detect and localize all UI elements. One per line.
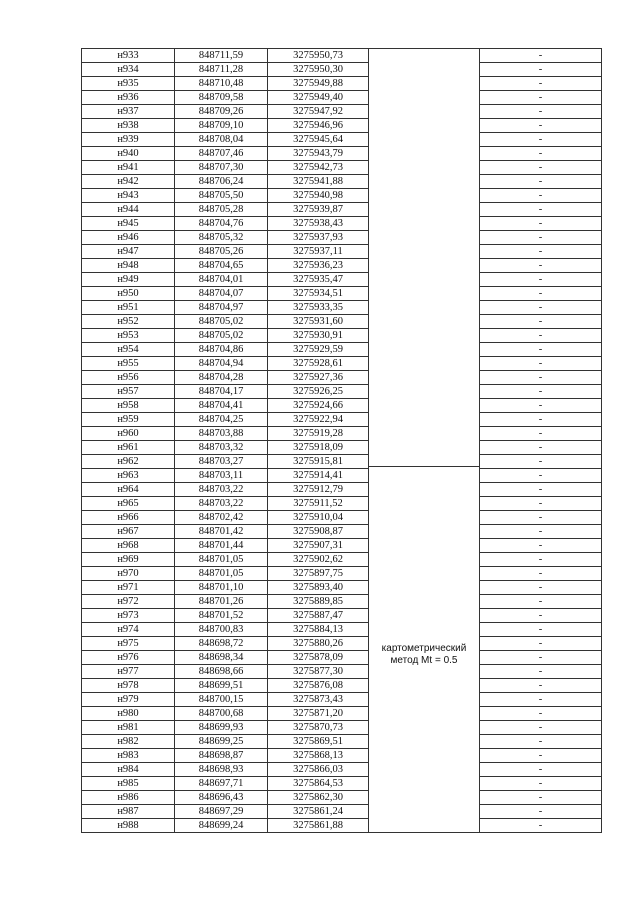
accuracy-cell: -	[480, 161, 602, 175]
y-coordinate-cell: 3275946,96	[268, 119, 369, 133]
accuracy-cell: -	[480, 287, 602, 301]
x-coordinate-cell: 848700,83	[175, 623, 268, 637]
table-row	[82, 329, 602, 343]
x-coordinate-cell: 848706,24	[175, 175, 268, 189]
accuracy-cell: -	[480, 721, 602, 735]
method-cell-content	[369, 49, 479, 832]
x-coordinate-cell: 848699,51	[175, 679, 268, 693]
point-number-cell: н970	[82, 567, 175, 581]
x-coordinate-cell: 848705,02	[175, 329, 268, 343]
accuracy-cell: -	[480, 763, 602, 777]
accuracy-cell: -	[480, 133, 602, 147]
point-number-cell: н978	[82, 679, 175, 693]
x-coordinate-cell: 848701,05	[175, 553, 268, 567]
y-coordinate-cell: 3275871,20	[268, 707, 369, 721]
accuracy-cell: -	[480, 609, 602, 623]
y-coordinate-cell: 3275910,04	[268, 511, 369, 525]
point-number-cell: н961	[82, 441, 175, 455]
x-coordinate-cell: 848711,59	[175, 49, 268, 63]
accuracy-cell: -	[480, 343, 602, 357]
y-coordinate-cell: 3275936,23	[268, 259, 369, 273]
table-row	[82, 609, 602, 623]
table-row	[82, 385, 602, 399]
x-coordinate-cell: 848698,72	[175, 637, 268, 651]
table-row	[82, 315, 602, 329]
x-coordinate-cell: 848703,27	[175, 455, 268, 469]
y-coordinate-cell: 3275887,47	[268, 609, 369, 623]
point-number-cell: н971	[82, 581, 175, 595]
accuracy-cell: -	[480, 777, 602, 791]
x-coordinate-cell: 848699,93	[175, 721, 268, 735]
y-coordinate-cell: 3275889,85	[268, 595, 369, 609]
x-coordinate-cell: 848703,11	[175, 469, 268, 483]
table-row	[82, 119, 602, 133]
point-number-cell: н962	[82, 455, 175, 469]
point-number-cell: н988	[82, 819, 175, 833]
accuracy-cell: -	[480, 203, 602, 217]
table-row	[82, 567, 602, 581]
accuracy-cell: -	[480, 315, 602, 329]
accuracy-cell: -	[480, 189, 602, 203]
table-row	[82, 525, 602, 539]
x-coordinate-cell: 848709,58	[175, 91, 268, 105]
y-coordinate-cell: 3275937,11	[268, 245, 369, 259]
x-coordinate-cell: 848704,76	[175, 217, 268, 231]
y-coordinate-cell: 3275915,81	[268, 455, 369, 469]
point-number-cell: н945	[82, 217, 175, 231]
point-number-cell: н984	[82, 763, 175, 777]
method-cell	[369, 49, 480, 833]
accuracy-cell: -	[480, 665, 602, 679]
table-row	[82, 357, 602, 371]
table-row	[82, 581, 602, 595]
table-row	[82, 623, 602, 637]
point-number-cell: н973	[82, 609, 175, 623]
table-row	[82, 133, 602, 147]
table-row	[82, 679, 602, 693]
point-number-cell: н986	[82, 791, 175, 805]
point-number-cell: н956	[82, 371, 175, 385]
x-coordinate-cell: 848705,50	[175, 189, 268, 203]
coordinates-table	[81, 48, 602, 833]
accuracy-cell: -	[480, 329, 602, 343]
point-number-cell: н967	[82, 525, 175, 539]
accuracy-cell: -	[480, 623, 602, 637]
point-number-cell: н953	[82, 329, 175, 343]
accuracy-cell: -	[480, 63, 602, 77]
accuracy-cell: -	[480, 525, 602, 539]
method-label-line2: метод Mt = 0.5	[390, 655, 458, 666]
table-row	[82, 749, 602, 763]
point-number-cell: н942	[82, 175, 175, 189]
table-row	[82, 427, 602, 441]
x-coordinate-cell: 848705,32	[175, 231, 268, 245]
point-number-cell: н946	[82, 231, 175, 245]
table-row	[82, 273, 602, 287]
y-coordinate-cell: 3275862,30	[268, 791, 369, 805]
point-number-cell: н938	[82, 119, 175, 133]
table-row	[82, 147, 602, 161]
y-coordinate-cell: 3275866,03	[268, 763, 369, 777]
y-coordinate-cell: 3275861,88	[268, 819, 369, 833]
table-row	[82, 49, 602, 63]
table-row	[82, 441, 602, 455]
x-coordinate-cell: 848698,93	[175, 763, 268, 777]
y-coordinate-cell: 3275930,91	[268, 329, 369, 343]
x-coordinate-cell: 848701,44	[175, 539, 268, 553]
accuracy-cell: -	[480, 385, 602, 399]
x-coordinate-cell: 848703,88	[175, 427, 268, 441]
point-number-cell: н963	[82, 469, 175, 483]
y-coordinate-cell: 3275880,26	[268, 637, 369, 651]
x-coordinate-cell: 848699,24	[175, 819, 268, 833]
x-coordinate-cell: 848705,02	[175, 315, 268, 329]
y-coordinate-cell: 3275939,87	[268, 203, 369, 217]
point-number-cell: н987	[82, 805, 175, 819]
x-coordinate-cell: 848704,41	[175, 399, 268, 413]
table-row	[82, 819, 602, 833]
x-coordinate-cell: 848698,87	[175, 749, 268, 763]
accuracy-cell: -	[480, 791, 602, 805]
y-coordinate-cell: 3275912,79	[268, 483, 369, 497]
x-coordinate-cell: 848703,22	[175, 497, 268, 511]
x-coordinate-cell: 848697,71	[175, 777, 268, 791]
point-number-cell: н949	[82, 273, 175, 287]
y-coordinate-cell: 3275931,60	[268, 315, 369, 329]
accuracy-cell: -	[480, 637, 602, 651]
x-coordinate-cell: 848699,25	[175, 735, 268, 749]
x-coordinate-cell: 848704,86	[175, 343, 268, 357]
point-number-cell: н935	[82, 77, 175, 91]
y-coordinate-cell: 3275877,30	[268, 665, 369, 679]
y-coordinate-cell: 3275861,24	[268, 805, 369, 819]
point-number-cell: н975	[82, 637, 175, 651]
y-coordinate-cell: 3275897,75	[268, 567, 369, 581]
point-number-cell: н966	[82, 511, 175, 525]
point-number-cell: н980	[82, 707, 175, 721]
x-coordinate-cell: 848701,10	[175, 581, 268, 595]
accuracy-cell: -	[480, 749, 602, 763]
accuracy-cell: -	[480, 483, 602, 497]
accuracy-cell: -	[480, 679, 602, 693]
table-row	[82, 301, 602, 315]
y-coordinate-cell: 3275870,73	[268, 721, 369, 735]
point-number-cell: н979	[82, 693, 175, 707]
x-coordinate-cell: 848702,42	[175, 511, 268, 525]
y-coordinate-cell: 3275949,88	[268, 77, 369, 91]
y-coordinate-cell: 3275878,09	[268, 651, 369, 665]
point-number-cell: н943	[82, 189, 175, 203]
y-coordinate-cell: 3275902,62	[268, 553, 369, 567]
accuracy-cell: -	[480, 819, 602, 833]
accuracy-cell: -	[480, 735, 602, 749]
table-row	[82, 287, 602, 301]
point-number-cell: н937	[82, 105, 175, 119]
y-coordinate-cell: 3275942,73	[268, 161, 369, 175]
accuracy-cell: -	[480, 217, 602, 231]
y-coordinate-cell: 3275937,93	[268, 231, 369, 245]
y-coordinate-cell: 3275908,87	[268, 525, 369, 539]
point-number-cell: н939	[82, 133, 175, 147]
x-coordinate-cell: 848704,97	[175, 301, 268, 315]
x-coordinate-cell: 848704,07	[175, 287, 268, 301]
y-coordinate-cell: 3275907,31	[268, 539, 369, 553]
accuracy-cell: -	[480, 413, 602, 427]
point-number-cell: н977	[82, 665, 175, 679]
table-row	[82, 763, 602, 777]
point-number-cell: н974	[82, 623, 175, 637]
table-row	[82, 637, 602, 651]
x-coordinate-cell: 848705,26	[175, 245, 268, 259]
table-row	[82, 161, 602, 175]
accuracy-cell: -	[480, 497, 602, 511]
accuracy-cell: -	[480, 539, 602, 553]
x-coordinate-cell: 848703,22	[175, 483, 268, 497]
point-number-cell: н950	[82, 287, 175, 301]
table-row	[82, 217, 602, 231]
y-coordinate-cell: 3275941,88	[268, 175, 369, 189]
table-row	[82, 539, 602, 553]
point-number-cell: н940	[82, 147, 175, 161]
x-coordinate-cell: 848698,66	[175, 665, 268, 679]
y-coordinate-cell: 3275884,13	[268, 623, 369, 637]
accuracy-cell: -	[480, 567, 602, 581]
point-number-cell: н983	[82, 749, 175, 763]
y-coordinate-cell: 3275943,79	[268, 147, 369, 161]
table-row	[82, 189, 602, 203]
point-number-cell: н965	[82, 497, 175, 511]
y-coordinate-cell: 3275935,47	[268, 273, 369, 287]
x-coordinate-cell: 848704,01	[175, 273, 268, 287]
x-coordinate-cell: 848704,94	[175, 357, 268, 371]
x-coordinate-cell: 848707,30	[175, 161, 268, 175]
point-number-cell: н969	[82, 553, 175, 567]
coordinates-table-body	[82, 49, 602, 833]
point-number-cell: н954	[82, 343, 175, 357]
method-divider-line	[369, 466, 479, 467]
accuracy-cell: -	[480, 441, 602, 455]
x-coordinate-cell: 848700,15	[175, 693, 268, 707]
y-coordinate-cell: 3275922,94	[268, 413, 369, 427]
x-coordinate-cell: 848698,34	[175, 651, 268, 665]
table-row	[82, 413, 602, 427]
point-number-cell: н960	[82, 427, 175, 441]
point-number-cell: н944	[82, 203, 175, 217]
x-coordinate-cell: 848704,17	[175, 385, 268, 399]
y-coordinate-cell: 3275950,73	[268, 49, 369, 63]
accuracy-cell: -	[480, 175, 602, 189]
y-coordinate-cell: 3275869,51	[268, 735, 369, 749]
table-row	[82, 721, 602, 735]
point-number-cell: н959	[82, 413, 175, 427]
point-number-cell: н933	[82, 49, 175, 63]
x-coordinate-cell: 848701,05	[175, 567, 268, 581]
x-coordinate-cell: 848697,29	[175, 805, 268, 819]
y-coordinate-cell: 3275911,52	[268, 497, 369, 511]
accuracy-cell: -	[480, 581, 602, 595]
point-number-cell: н976	[82, 651, 175, 665]
accuracy-cell: -	[480, 231, 602, 245]
y-coordinate-cell: 3275918,09	[268, 441, 369, 455]
accuracy-cell: -	[480, 693, 602, 707]
point-number-cell: н936	[82, 91, 175, 105]
point-number-cell: н955	[82, 357, 175, 371]
x-coordinate-cell: 848704,28	[175, 371, 268, 385]
accuracy-cell: -	[480, 595, 602, 609]
point-number-cell: н968	[82, 539, 175, 553]
table-row	[82, 371, 602, 385]
y-coordinate-cell: 3275919,28	[268, 427, 369, 441]
x-coordinate-cell: 848705,28	[175, 203, 268, 217]
table-row	[82, 511, 602, 525]
y-coordinate-cell: 3275929,59	[268, 343, 369, 357]
x-coordinate-cell: 848710,48	[175, 77, 268, 91]
point-number-cell: н934	[82, 63, 175, 77]
accuracy-cell: -	[480, 77, 602, 91]
table-row	[82, 777, 602, 791]
point-number-cell: н964	[82, 483, 175, 497]
y-coordinate-cell: 3275947,92	[268, 105, 369, 119]
table-row	[82, 399, 602, 413]
point-number-cell: н981	[82, 721, 175, 735]
table-row	[82, 343, 602, 357]
table-row	[82, 665, 602, 679]
x-coordinate-cell: 848700,68	[175, 707, 268, 721]
accuracy-cell: -	[480, 805, 602, 819]
accuracy-cell: -	[480, 553, 602, 567]
y-coordinate-cell: 3275928,61	[268, 357, 369, 371]
table-row	[82, 553, 602, 567]
accuracy-cell: -	[480, 147, 602, 161]
y-coordinate-cell: 3275924,66	[268, 399, 369, 413]
accuracy-cell: -	[480, 399, 602, 413]
accuracy-cell: -	[480, 357, 602, 371]
point-number-cell: н952	[82, 315, 175, 329]
point-number-cell: н972	[82, 595, 175, 609]
point-number-cell: н985	[82, 777, 175, 791]
y-coordinate-cell: 3275934,51	[268, 287, 369, 301]
point-number-cell: н957	[82, 385, 175, 399]
accuracy-cell: -	[480, 427, 602, 441]
table-row	[82, 497, 602, 511]
method-label	[369, 643, 479, 667]
point-number-cell: н951	[82, 301, 175, 315]
x-coordinate-cell: 848704,65	[175, 259, 268, 273]
y-coordinate-cell: 3275940,98	[268, 189, 369, 203]
table-row	[82, 259, 602, 273]
table-row	[82, 203, 602, 217]
x-coordinate-cell: 848711,28	[175, 63, 268, 77]
table-row	[82, 735, 602, 749]
x-coordinate-cell: 848704,25	[175, 413, 268, 427]
accuracy-cell: -	[480, 119, 602, 133]
table-row	[82, 651, 602, 665]
y-coordinate-cell: 3275933,35	[268, 301, 369, 315]
y-coordinate-cell: 3275927,36	[268, 371, 369, 385]
table-row	[82, 105, 602, 119]
accuracy-cell: -	[480, 371, 602, 385]
x-coordinate-cell: 848701,26	[175, 595, 268, 609]
accuracy-cell: -	[480, 511, 602, 525]
accuracy-cell: -	[480, 245, 602, 259]
x-coordinate-cell: 848696,43	[175, 791, 268, 805]
x-coordinate-cell: 848709,26	[175, 105, 268, 119]
x-coordinate-cell: 848703,32	[175, 441, 268, 455]
y-coordinate-cell: 3275873,43	[268, 693, 369, 707]
table-row	[82, 805, 602, 819]
x-coordinate-cell: 848707,46	[175, 147, 268, 161]
y-coordinate-cell: 3275893,40	[268, 581, 369, 595]
accuracy-cell: -	[480, 273, 602, 287]
point-number-cell: н941	[82, 161, 175, 175]
accuracy-cell: -	[480, 301, 602, 315]
point-number-cell: н948	[82, 259, 175, 273]
accuracy-cell: -	[480, 707, 602, 721]
y-coordinate-cell: 3275926,25	[268, 385, 369, 399]
table-row	[82, 707, 602, 721]
y-coordinate-cell: 3275945,64	[268, 133, 369, 147]
table-row	[82, 693, 602, 707]
accuracy-cell: -	[480, 91, 602, 105]
accuracy-cell: -	[480, 259, 602, 273]
point-number-cell: н958	[82, 399, 175, 413]
accuracy-cell: -	[480, 49, 602, 63]
table-row	[82, 63, 602, 77]
x-coordinate-cell: 848701,52	[175, 609, 268, 623]
y-coordinate-cell: 3275864,53	[268, 777, 369, 791]
table-row	[82, 595, 602, 609]
table-row	[82, 791, 602, 805]
table-row	[82, 77, 602, 91]
method-label-line1: картометрический	[381, 643, 467, 654]
x-coordinate-cell: 848701,42	[175, 525, 268, 539]
table-row	[82, 91, 602, 105]
y-coordinate-cell: 3275938,43	[268, 217, 369, 231]
x-coordinate-cell: 848709,10	[175, 119, 268, 133]
x-coordinate-cell: 848708,04	[175, 133, 268, 147]
y-coordinate-cell: 3275876,08	[268, 679, 369, 693]
table-row	[82, 455, 602, 469]
table-row	[82, 483, 602, 497]
table-row	[82, 175, 602, 189]
accuracy-cell: -	[480, 455, 602, 469]
table-row	[82, 469, 602, 483]
table-row	[82, 245, 602, 259]
accuracy-cell: -	[480, 105, 602, 119]
y-coordinate-cell: 3275868,13	[268, 749, 369, 763]
y-coordinate-cell: 3275914,41	[268, 469, 369, 483]
y-coordinate-cell: 3275949,40	[268, 91, 369, 105]
point-number-cell: н947	[82, 245, 175, 259]
y-coordinate-cell: 3275950,30	[268, 63, 369, 77]
accuracy-cell: -	[480, 651, 602, 665]
point-number-cell: н982	[82, 735, 175, 749]
table-row	[82, 231, 602, 245]
accuracy-cell: -	[480, 469, 602, 483]
